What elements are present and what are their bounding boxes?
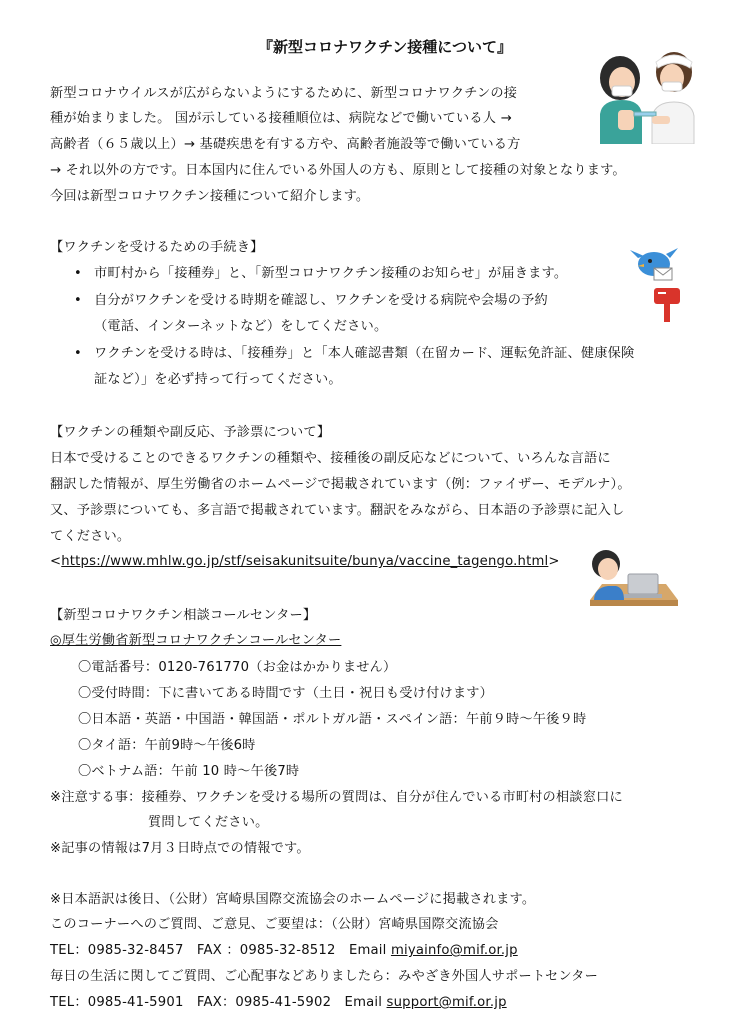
footer-line: 毎日の生活に関してご質問、ご心配事などありましたら：みやざき外国人サポートセンター — [50, 969, 598, 984]
info-date-note: ※記事の情報は7月３日時点での情報です。 — [50, 841, 310, 856]
intro-line: → それ以外の方です。日本国内に住んでいる外国人の方も、原則として接種の対象となります。 — [50, 163, 626, 178]
types-heading: 【ワクチンの種類や副反応、予診票について】 — [50, 425, 331, 440]
intro-line: 今回は新型コロナワクチン接種について紹介します。 — [50, 189, 370, 204]
bird-with-letter-illustration — [628, 244, 680, 284]
types-line: 又、予診票についても、多言語で掲載されています。翻訳をみながら、日本語の予診票に記入し — [50, 503, 625, 518]
intro-line: 高齢者（６５歳以上）→ 基礎疾患を有する方や、高齢者施設等で働いている方 — [50, 137, 521, 152]
procedure-item: ワクチンを受ける時は、「接種券」と「本人確認書類（在留カード、運転免許証、健康保険 — [94, 346, 635, 361]
callcenter-heading: 【新型コロナワクチン相談コールセンター】 — [50, 608, 317, 623]
footer-contact-line — [50, 994, 507, 1012]
types-line: 翻訳した情報が、厚生労働省のホームページで掲載されています（例：ファイザー、モデルナ）。 — [50, 477, 631, 492]
procedure-item: 市町村から「接種券」と、「新型コロナワクチン接種のお知らせ」が届きます。 — [94, 266, 568, 281]
intro-line: 新型コロナウイルスが広がらないようにするために、新型コロナワクチンの接 — [50, 86, 518, 101]
email-link[interactable]: miyainfo@mif.or.jp — [390, 943, 518, 958]
callcenter-note-cont: 質問してください。 — [148, 815, 269, 830]
types-line: 日本で受けることのできるワクチンの種類や、接種後の副反応などについて、いろんな言語に — [50, 451, 611, 466]
email-link[interactable]: support@mif.or.jp — [386, 995, 507, 1010]
footer-contact-text: TEL：0985-32-8457 FAX ：0985-32-8512 Email — [50, 943, 391, 958]
callcenter-subheading: ◎厚生労働省新型コロナワクチンコールセンター — [50, 633, 342, 648]
footer-line: このコーナーへのご質問、ご意見、ご要望は：（公財）宮崎県国際交流協会 — [50, 917, 499, 932]
callcenter-item: 〇日本語・英語・中国語・韓国語・ポルトガル語・スペイン語：午前９時～午後９時 — [78, 712, 587, 727]
callcenter-item: 〇タイ語：午前9時～午後6時 — [78, 738, 256, 753]
footer-line: ※日本語訳は後日、（公財）宮崎県国際交流協会のホームページに掲載されます。 — [50, 892, 536, 907]
boy-with-laptop-illustration — [584, 544, 680, 624]
types-line: てください。 — [50, 529, 131, 544]
link-bracket-close: > — [548, 554, 560, 569]
procedure-item-cont: 証など）」を必ず持って行ってください。 — [94, 372, 342, 387]
footer-contact-text: TEL：0985-41-5901 FAX：0985-41-5902 Email — [50, 995, 387, 1010]
footer-contact-line — [50, 942, 518, 960]
callcenter-item: 〇受付時間：下に書いてある時間です（土日・祝日も受け付けます） — [78, 686, 494, 701]
page-title: 『新型コロナワクチン接種について』 — [258, 38, 512, 56]
procedure-item: 自分がワクチンを受ける時期を確認し、ワクチンを受ける病院や会場の予約 — [94, 293, 548, 308]
vaccination-illustration — [594, 44, 696, 144]
mailbox-illustration — [652, 286, 682, 322]
intro-line: 種が始まりました。 国が示している接種順位は、病院などで働いている人 → — [50, 111, 512, 126]
bullet-marker: • — [74, 266, 82, 281]
bullet-marker: • — [74, 346, 82, 361]
callcenter-item: 〇電話番号：0120-761770（お金はかかりません） — [78, 660, 397, 675]
mhlw-link[interactable]: https://www.mhlw.go.jp/stf/seisakunitsuite/bunya/vaccine_tagengo.html — [61, 554, 549, 569]
mhlw-link-line — [50, 553, 560, 571]
link-bracket-open: < — [50, 554, 62, 569]
procedure-item-cont: （電話、インターネットなど）をしてください。 — [94, 319, 388, 334]
callcenter-item: 〇ベトナム語：午前 10 時～午後7時 — [78, 764, 300, 779]
callcenter-note: ※注意する事：接種券、ワクチンを受ける場所の質問は、自分が住んでいる市町村の相談窓口に — [50, 790, 623, 805]
procedure-heading: 【ワクチンを受けるための手続き】 — [50, 240, 264, 255]
bullet-marker: • — [74, 293, 82, 308]
